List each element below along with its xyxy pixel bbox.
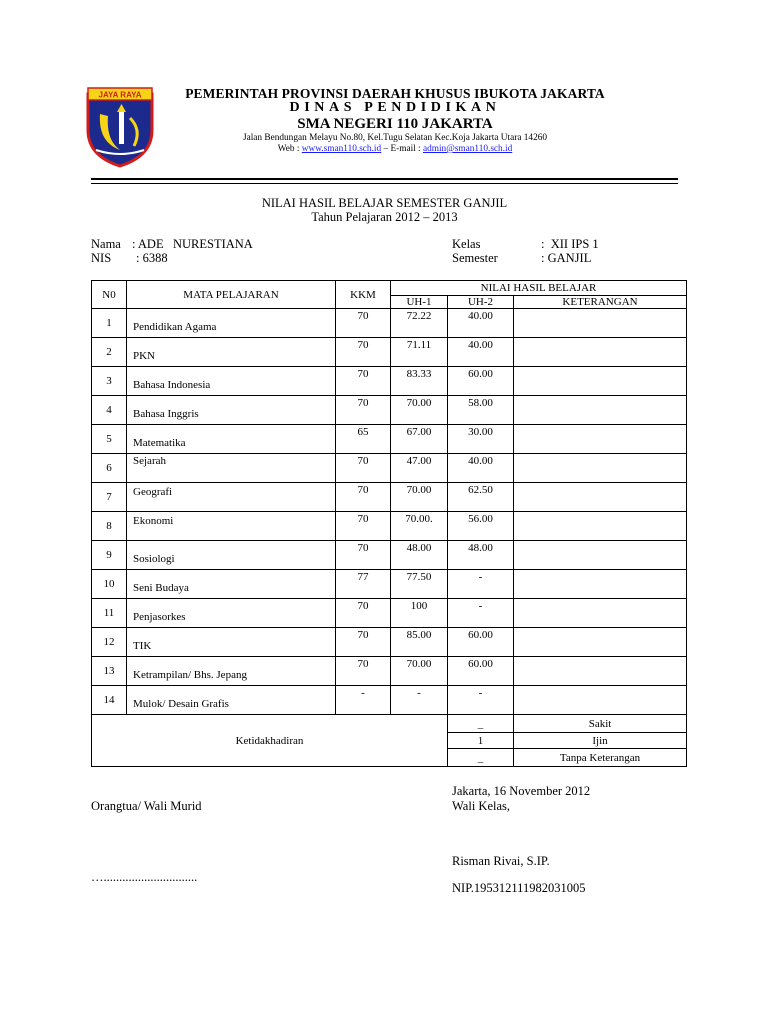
table-row [92, 454, 687, 483]
header-ket: KETERANGAN [514, 296, 687, 309]
row-ket [514, 454, 687, 483]
grade-table [91, 280, 687, 767]
table-row [92, 396, 687, 425]
place-date: Jakarta, 16 November 2012 [452, 784, 591, 798]
row-uh1: 48.00 [391, 541, 448, 570]
gov-title: PEMERINTAH PROVINSI DAERAH KHUSUS IBUKOTA JAKARTA [185, 86, 605, 101]
row-kkm: 70 [336, 512, 391, 541]
department-title: DINAS PENDIDIKAN [289, 100, 501, 115]
web-link[interactable]: www.sman110.sch.id [301, 144, 382, 154]
nama-label: Nama [91, 237, 121, 251]
web-label: Web : [277, 144, 302, 154]
absence-type: Ijin [514, 733, 687, 749]
absence-count: _ [448, 749, 514, 767]
row-subject: Ketrampilan/ Bhs. Jepang [127, 657, 336, 686]
header-rule-thick [91, 178, 678, 180]
row-uh1: 77.50 [391, 570, 448, 599]
row-no: 6 [92, 454, 127, 483]
row-uh2: - [448, 570, 514, 599]
row-uh1: 70.00 [391, 483, 448, 512]
row-no: 7 [92, 483, 127, 512]
row-subject: Matematika [127, 425, 336, 454]
row-uh2: 62.50 [448, 483, 514, 512]
email-link[interactable]: admin@sman110.sch.id [422, 144, 513, 154]
academic-year: Tahun Pelajaran 2012 – 2013 [311, 210, 458, 224]
row-kkm: 70 [336, 628, 391, 657]
row-uh1: 70.00 [391, 396, 448, 425]
row-uh2: 30.00 [448, 425, 514, 454]
row-uh2: 56.00 [448, 512, 514, 541]
header-group: NILAI HASIL BELAJAR [391, 281, 687, 296]
row-ket [514, 628, 687, 657]
nis-label: NIS [91, 251, 112, 265]
row-subject: Geografi [127, 483, 336, 512]
row-subject: Seni Budaya [127, 570, 336, 599]
header-uh1: UH-1 [391, 296, 448, 309]
table-row [92, 512, 687, 541]
contact-line [160, 144, 630, 154]
row-kkm: 70 [336, 367, 391, 396]
kelas-value: : XII IPS 1 [541, 237, 599, 251]
row-subject: Sejarah [127, 454, 336, 483]
row-kkm: 70 [336, 483, 391, 512]
kelas-label: Kelas [452, 237, 481, 251]
row-uh1: 47.00 [391, 454, 448, 483]
header-uh2: UH-2 [448, 296, 514, 309]
row-kkm: 70 [336, 599, 391, 628]
jaya-raya-logo [84, 84, 156, 168]
row-kkm: 70 [336, 396, 391, 425]
table-row [92, 338, 687, 367]
row-kkm: 70 [336, 338, 391, 367]
school-name: SMA NEGERI 110 JAKARTA [297, 116, 493, 132]
row-no: 10 [92, 570, 127, 599]
row-no: 11 [92, 599, 127, 628]
table-row [92, 599, 687, 628]
row-uh2: 40.00 [448, 309, 514, 338]
row-ket [514, 396, 687, 425]
nama-value: : ADE NURESTIANA [132, 237, 253, 251]
table-row [92, 367, 687, 396]
row-uh2: 60.00 [448, 628, 514, 657]
logo-text: JAYA RAYA [98, 90, 142, 100]
table-row [92, 541, 687, 570]
row-uh1: 85.00 [391, 628, 448, 657]
teacher-nip: NIP.195312111982031005 [452, 881, 586, 895]
row-subject: Mulok/ Desain Grafis [127, 686, 336, 715]
table-row [92, 309, 687, 338]
row-uh1: 67.00 [391, 425, 448, 454]
row-uh1: 83.33 [391, 367, 448, 396]
row-ket [514, 599, 687, 628]
row-no: 9 [92, 541, 127, 570]
row-ket [514, 309, 687, 338]
row-uh1: 70.00. [391, 512, 448, 541]
nis-value: : 6388 [136, 251, 168, 265]
semester-value: : GANJIL [541, 251, 592, 265]
absence-label: Ketidakhadiran [92, 715, 448, 767]
table-row [92, 628, 687, 657]
row-kkm: 70 [336, 454, 391, 483]
report-title: NILAI HASIL BELAJAR SEMESTER GANJIL [261, 196, 508, 210]
semester-label: Semester [452, 251, 498, 265]
table-row [92, 686, 687, 715]
row-kkm: 70 [336, 541, 391, 570]
row-ket [514, 686, 687, 715]
row-uh2: 58.00 [448, 396, 514, 425]
parent-label: Orangtua/ Wali Murid [91, 799, 202, 813]
row-subject: Pendidikan Agama [127, 309, 336, 338]
header-subject: MATA PELAJARAN [127, 281, 336, 309]
table-row [92, 483, 687, 512]
row-kkm: 65 [336, 425, 391, 454]
row-no: 2 [92, 338, 127, 367]
table-row [92, 657, 687, 686]
school-address: Jalan Bendungan Melayu No.80, Kel.Tugu Selatan Kec.Koja Jakarta Utara 14260 [242, 133, 548, 143]
wali-kelas-label: Wali Kelas, [452, 799, 511, 813]
row-kkm: 77 [336, 570, 391, 599]
absence-row [92, 715, 687, 733]
row-uh1: 100 [391, 599, 448, 628]
teacher-name: Risman Rivai, S.IP. [452, 854, 550, 868]
header-kkm: KKM [336, 281, 391, 309]
row-subject: PKN [127, 338, 336, 367]
row-no: 5 [92, 425, 127, 454]
row-uh2: - [448, 599, 514, 628]
header-no: N0 [92, 281, 127, 309]
row-subject: Bahasa Indonesia [127, 367, 336, 396]
row-ket [514, 367, 687, 396]
absence-type: Tanpa Keterangan [514, 749, 687, 767]
email-label: – E-mail : [381, 144, 423, 154]
row-uh1: 71.11 [391, 338, 448, 367]
row-uh1: - [391, 686, 448, 715]
row-subject: Ekonomi [127, 512, 336, 541]
row-subject: Sosiologi [127, 541, 336, 570]
row-ket [514, 570, 687, 599]
row-uh1: 72.22 [391, 309, 448, 338]
row-kkm: - [336, 686, 391, 715]
row-uh2: 40.00 [448, 454, 514, 483]
row-uh2: - [448, 686, 514, 715]
row-no: 12 [92, 628, 127, 657]
row-ket [514, 657, 687, 686]
row-ket [514, 425, 687, 454]
row-uh2: 40.00 [448, 338, 514, 367]
row-no: 4 [92, 396, 127, 425]
parent-signature-line: ….............................. [91, 870, 198, 884]
row-no: 3 [92, 367, 127, 396]
row-subject: Penjasorkes [127, 599, 336, 628]
row-uh2: 60.00 [448, 657, 514, 686]
row-no: 8 [92, 512, 127, 541]
row-no: 13 [92, 657, 127, 686]
row-ket [514, 541, 687, 570]
table-row [92, 425, 687, 454]
row-no: 1 [92, 309, 127, 338]
row-uh1: 70.00 [391, 657, 448, 686]
row-uh2: 48.00 [448, 541, 514, 570]
row-subject: Bahasa Inggris [127, 396, 336, 425]
grade-body [92, 309, 687, 767]
row-subject: TIK [127, 628, 336, 657]
absence-type: Sakit [514, 715, 687, 733]
absence-count: 1 [448, 733, 514, 749]
row-kkm: 70 [336, 309, 391, 338]
row-ket [514, 338, 687, 367]
row-ket [514, 483, 687, 512]
row-no: 14 [92, 686, 127, 715]
absence-count: _ [448, 715, 514, 733]
row-kkm: 70 [336, 657, 391, 686]
row-uh2: 60.00 [448, 367, 514, 396]
row-ket [514, 512, 687, 541]
header-rule-thin [91, 183, 678, 184]
table-row [92, 570, 687, 599]
